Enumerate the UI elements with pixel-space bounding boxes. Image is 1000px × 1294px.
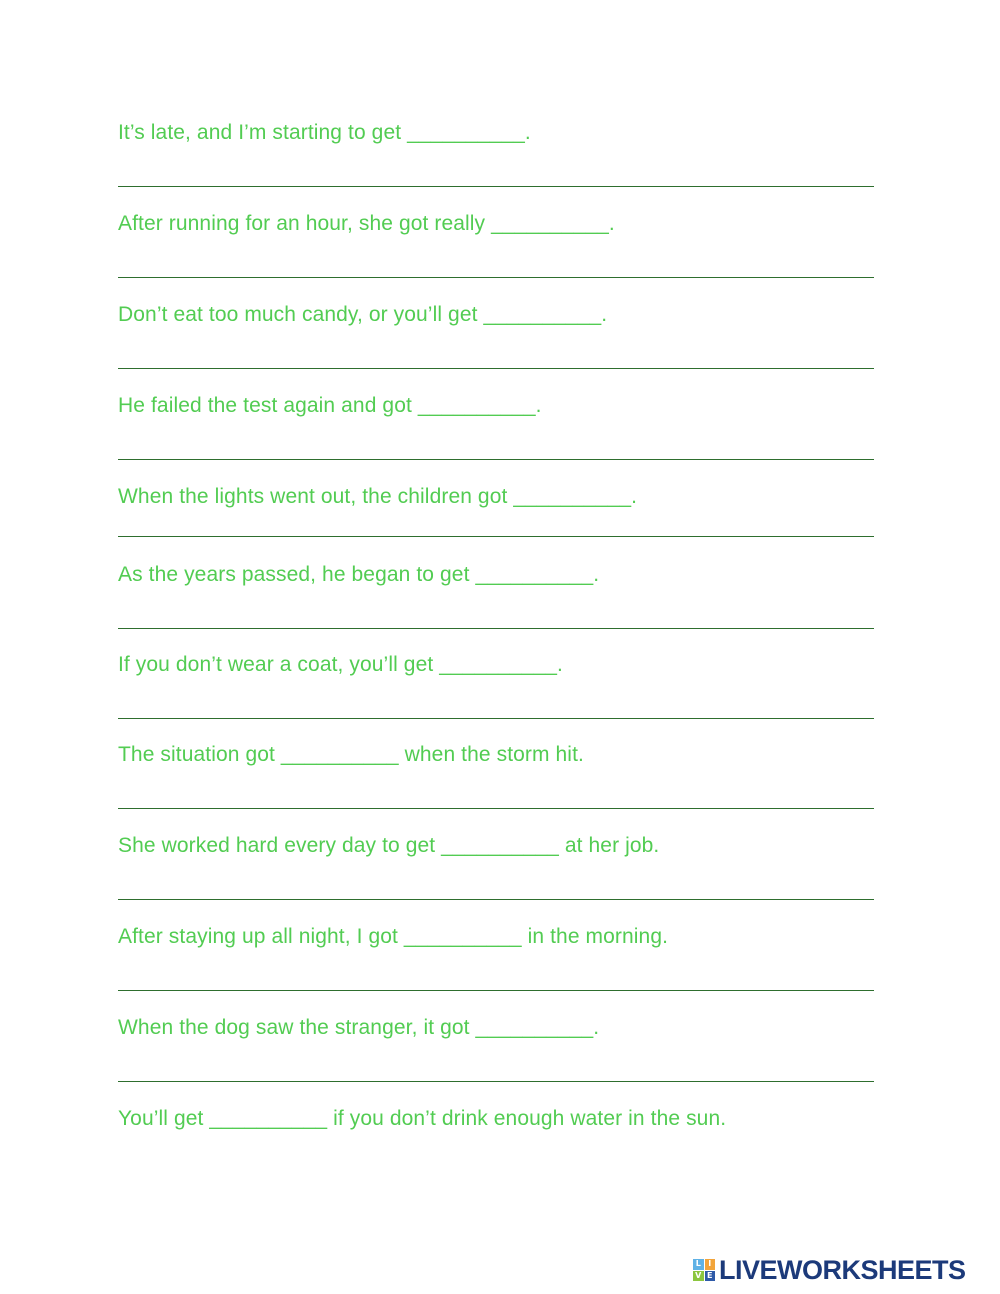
sentence-11: When the dog saw the stranger, it got __________. [118, 1016, 600, 1039]
sentence-10: After staying up all night, I got __________ in the morning. [118, 925, 669, 948]
logo-tile-i: I [705, 1259, 716, 1270]
sentence-4: He failed the test again and got __________. [118, 394, 542, 417]
liveworksheets-logo-icon [693, 1259, 715, 1281]
answer-line-7[interactable] [118, 718, 874, 719]
answer-line-5[interactable] [118, 536, 874, 537]
answer-line-10[interactable] [118, 990, 874, 991]
logo-tile-v: V [693, 1271, 704, 1282]
sentence-1: It’s late, and I’m starting to get __________. [118, 121, 531, 144]
sentence-12: You’ll get __________ if you don’t drink enough water in the sun. [118, 1107, 727, 1130]
answer-line-9[interactable] [118, 899, 874, 900]
sentence-6: As the years passed, he began to get __________. [118, 563, 600, 586]
logo-text: LIVEWORKSHEETS [719, 1254, 966, 1285]
answer-line-6[interactable] [118, 628, 874, 629]
answer-line-8[interactable] [118, 808, 874, 809]
answer-line-1[interactable] [118, 186, 874, 187]
logo-tile-l: L [693, 1259, 704, 1270]
sentence-3: Don’t eat too much candy, or you’ll get __________. [118, 303, 608, 326]
answer-line-11[interactable] [118, 1081, 874, 1082]
sentence-7: If you don’t wear a coat, you’ll get __________. [118, 653, 563, 676]
sentence-9: She worked hard every day to get __________ at her job. [118, 834, 660, 857]
answer-line-3[interactable] [118, 368, 874, 369]
sentence-8: The situation got __________ when the storm hit. [118, 743, 584, 766]
sentence-5: When the lights went out, the children got __________. [118, 485, 638, 508]
liveworksheets-logo[interactable] [693, 1256, 966, 1284]
answer-line-2[interactable] [118, 277, 874, 278]
sentence-2: After running for an hour, she got really __________. [118, 212, 615, 235]
logo-tile-e: E [705, 1271, 716, 1282]
answer-line-4[interactable] [118, 459, 874, 460]
